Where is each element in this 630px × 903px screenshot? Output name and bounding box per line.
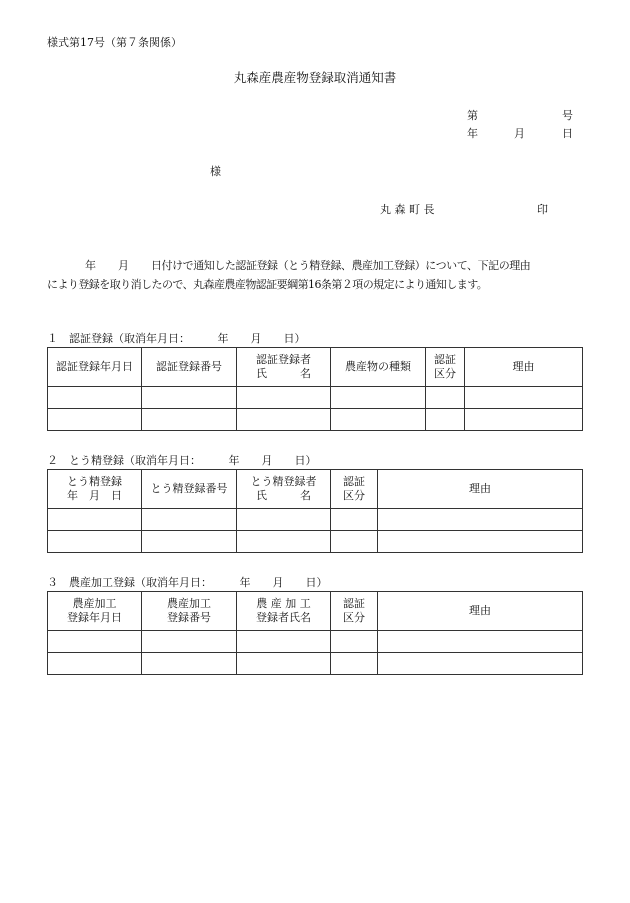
data-cell[interactable] (237, 631, 331, 653)
data-cell[interactable] (465, 409, 583, 431)
doc-number-prefix: 第 (467, 109, 478, 122)
data-cell[interactable] (331, 387, 426, 409)
header-cell: 理由 (378, 592, 583, 631)
doc-date-day: 日 (562, 127, 573, 140)
header-cell: 認証登録年月日 (48, 348, 142, 387)
doc-number-suffix: 号 (562, 109, 573, 122)
body-year: 年 (85, 259, 96, 272)
data-cell[interactable] (237, 387, 331, 409)
data-cell[interactable] (142, 631, 237, 653)
header-cell: 認証登録番号 (142, 348, 237, 387)
data-cell[interactable] (426, 387, 465, 409)
header-cell: 農産物の種類 (331, 348, 426, 387)
data-cell[interactable] (48, 409, 142, 431)
data-cell[interactable] (331, 531, 378, 553)
doc-date-month: 月 (514, 127, 525, 140)
data-cell[interactable] (142, 387, 237, 409)
header-cell: 理由 (378, 470, 583, 509)
data-cell[interactable] (378, 509, 583, 531)
data-cell[interactable] (142, 409, 237, 431)
data-cell[interactable] (465, 387, 583, 409)
sender-title: 丸 森 町 長 (380, 203, 435, 216)
header-cell: 認証 区分 (331, 592, 378, 631)
header-cell: 認証登録者 氏 名 (237, 348, 331, 387)
data-cell[interactable] (378, 531, 583, 553)
data-cell[interactable] (48, 531, 142, 553)
data-cell[interactable] (378, 631, 583, 653)
data-cell[interactable] (237, 653, 331, 675)
data-cell[interactable] (331, 409, 426, 431)
data-cell[interactable] (142, 531, 237, 553)
data-cell[interactable] (48, 387, 142, 409)
table-row (48, 653, 583, 675)
section-1-caption: １ 認証登録（取消年月日： 年 月 日） (47, 332, 306, 345)
data-cell[interactable] (331, 631, 378, 653)
data-cell[interactable] (142, 509, 237, 531)
recipient-honorific: 様 (210, 165, 221, 178)
milling-table (47, 469, 583, 553)
header-cell: 認証 区分 (426, 348, 465, 387)
data-cell[interactable] (378, 653, 583, 675)
data-cell[interactable] (331, 509, 378, 531)
data-cell[interactable] (142, 653, 237, 675)
document-title: 丸森産農産物登録取消通知書 (233, 70, 397, 85)
body-line-1: 日付けで通知した認証登録（とう精登録、農産加工登録）について、下記の理由 (151, 259, 531, 272)
data-cell[interactable] (48, 653, 142, 675)
seal-mark: 印 (537, 203, 548, 216)
table-row (48, 531, 583, 553)
header-cell: とう精登録番号 (142, 470, 237, 509)
data-cell[interactable] (426, 409, 465, 431)
header-cell: 理由 (465, 348, 583, 387)
data-cell[interactable] (237, 531, 331, 553)
certification-table (47, 347, 583, 431)
data-cell[interactable] (237, 409, 331, 431)
section-3-caption: ３ 農産加工登録（取消年月日： 年 月 日） (47, 576, 328, 589)
header-cell: 農産加工 登録年月日 (48, 592, 142, 631)
table-row (48, 387, 583, 409)
header-cell: とう精登録者 氏 名 (237, 470, 331, 509)
data-cell[interactable] (48, 631, 142, 653)
header-cell: 認証 区分 (331, 470, 378, 509)
processing-table (47, 591, 583, 675)
data-cell[interactable] (48, 509, 142, 531)
doc-date-year: 年 (467, 127, 478, 140)
data-cell[interactable] (331, 653, 378, 675)
body-month: 月 (118, 259, 129, 272)
data-cell[interactable] (237, 509, 331, 531)
body-line-2: により登録を取り消したので、丸森産農産物認証要綱第16条第２項の規定により通知します。 (47, 278, 488, 291)
form-number: 様式第17号（第７条関係） (47, 36, 182, 49)
header-cell: とう精登録 年 月 日 (48, 470, 142, 509)
header-cell: 農産加工 登録番号 (142, 592, 237, 631)
header-cell: 農 産 加 工 登録者氏名 (237, 592, 331, 631)
section-2-caption: ２ とう精登録（取消年月日： 年 月 日） (47, 454, 317, 467)
table-row (48, 509, 583, 531)
table-row (48, 409, 583, 431)
table-row (48, 631, 583, 653)
